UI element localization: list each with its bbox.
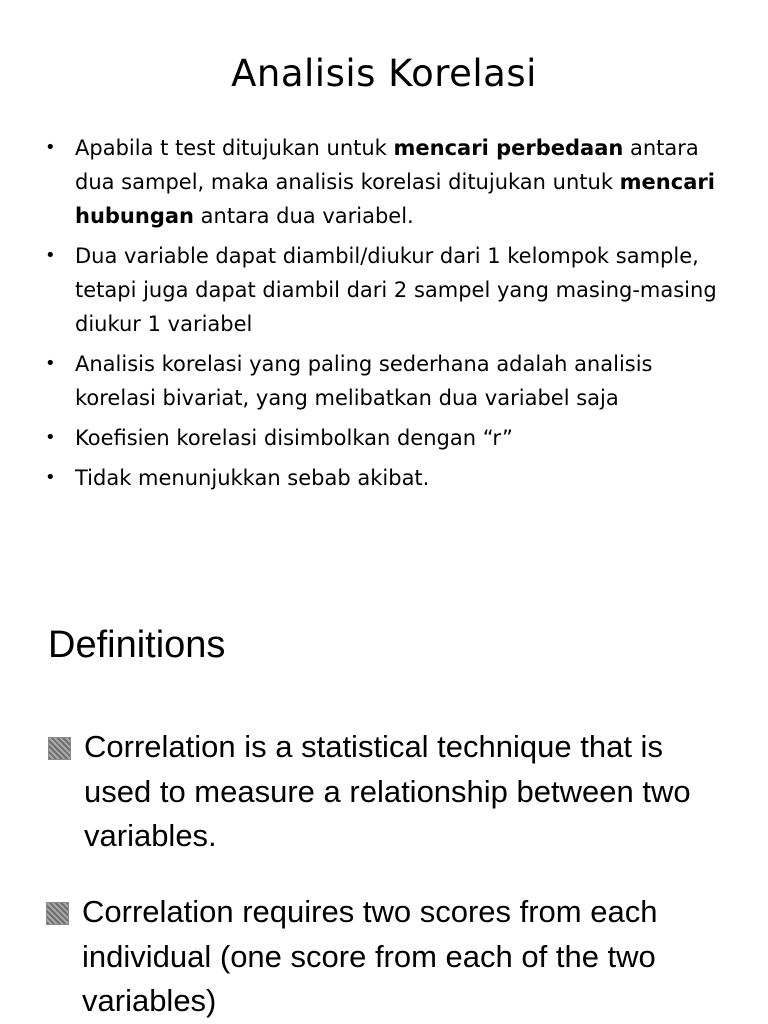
bullet-bold-text: mencari hubungan (75, 170, 715, 228)
slide-title: Analisis Korelasi (231, 52, 537, 95)
bullet-item (44, 461, 724, 495)
bullet-text: antara dua sampel, maka analisis korelasi ditujukan untuk (75, 136, 699, 194)
bullet-item (44, 421, 724, 455)
bullet-icon: • (45, 137, 56, 158)
bullet-icon: • (45, 427, 56, 448)
bullet-item (44, 131, 724, 233)
bullet-text: Dua variable dapat diambil/diukur dari 1 kelompok sample, tetapi juga dapat diambil dari 2 sampel yang masing-masing diukur 1 variabel (75, 244, 717, 336)
bullet-icon: • (45, 467, 56, 488)
bullet-text: Tidak menunjukkan sebab akibat. (75, 466, 430, 490)
bullet-text: Koefisien korelasi disimbolkan dengan “r” (75, 426, 513, 450)
square-bullet-icon (46, 902, 69, 925)
definitions-title: Definitions (48, 624, 226, 666)
bullet-icon: • (45, 245, 56, 266)
bullet-list (44, 131, 724, 501)
bullet-text: Analisis korelasi yang paling sederhana adalah analisis korelasi bivariat, yang melibatkan dua variabel saja (75, 352, 653, 410)
slide-definitions (0, 600, 768, 1024)
square-bullet-icon (48, 737, 71, 760)
definition-text: Correlation is a statistical technique that is used to measure a relationship between two variables. (84, 729, 691, 853)
bullet-item (44, 239, 724, 341)
bullet-text: antara dua variabel. (194, 204, 414, 228)
bullet-icon: • (45, 353, 56, 374)
definition-text: Correlation requires two scores from each individual (one score from each of the two variables) (82, 894, 658, 1018)
bullet-item (44, 347, 724, 415)
bullet-bold-text: mencari perbedaan (393, 136, 624, 160)
bullet-text: Apabila t test ditujukan untuk (75, 136, 394, 160)
